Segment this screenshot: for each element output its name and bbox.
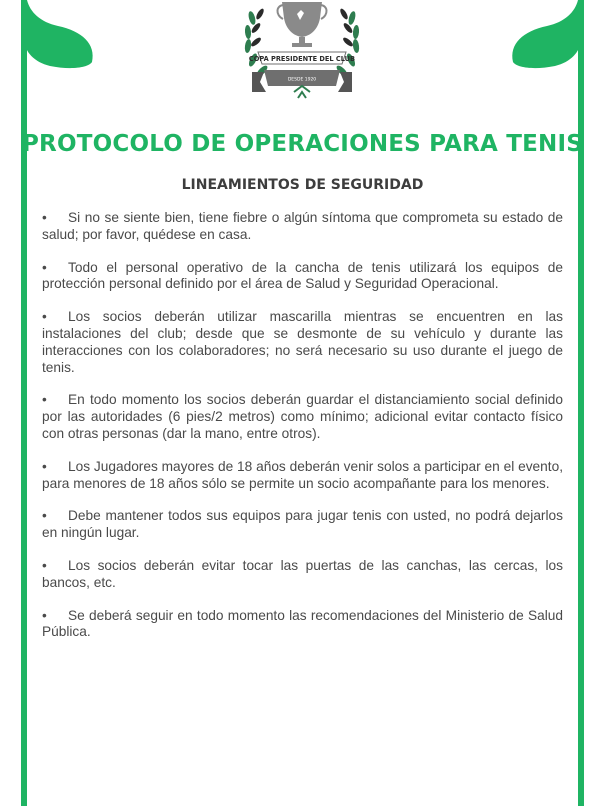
year-ribbon <box>252 70 352 98</box>
bullet-symbol: • <box>42 557 47 573</box>
list-item <box>42 558 563 592</box>
document-title: PROTOCOLO DE OPERACIONES PARA TENIS <box>22 131 583 157</box>
list-item <box>42 392 563 442</box>
bullet-symbol: • <box>42 259 47 275</box>
right-green-border <box>578 0 584 806</box>
list-item-text: Se deberá seguir en todo momento las recomendaciones del Ministerio de Salud Pública. <box>42 607 563 640</box>
list-item-text: Los socios deberán utilizar mascarilla mientras se encuentren en las instalaciones del club; desde que se desmonte de su vehículo y durante las interacciones con los colaboradores; no será necesario su uso durante el juego de tenis. <box>42 309 563 375</box>
list-item <box>42 260 563 294</box>
ribbon-banner <box>249 52 355 64</box>
list-item-text: Los socios deberán evitar tocar las puertas de las canchas, las cercas, los bancos, etc. <box>42 557 563 590</box>
list-item <box>42 309 563 376</box>
top-left-leaf-decoration <box>0 0 120 70</box>
list-item-text: Todo el personal operativo de la cancha de tenis utilizará los equipos de protección personal definido por el área de Salud y Seguridad Operacional. <box>42 259 563 292</box>
club-logo <box>238 0 366 104</box>
list-item <box>42 508 563 542</box>
list-item-text: Los Jugadores mayores de 18 años deberán venir solos a participar en el evento, para menores de 18 años sólo se permite un socio acompañante para los menores. <box>42 458 563 491</box>
bullet-symbol: • <box>42 210 47 225</box>
list-item <box>42 459 563 493</box>
safety-guidelines-list <box>42 210 563 657</box>
list-item-text: En todo momento los socios deberán guardar el distanciamiento social definido por las autoridades (6 pies/2 metros) como mínimo; adicional evitar contacto físico con otras personas (dar la mano, entre otros). <box>42 392 563 441</box>
list-item-text: Si no se siente bien, tiene fiebre o algún síntoma que comprometa su estado de salud; por favor, quédese en casa. <box>42 210 563 242</box>
bullet-symbol: • <box>42 607 47 623</box>
trophy-icon <box>277 2 326 47</box>
top-right-leaf-decoration <box>485 0 605 70</box>
left-green-border <box>21 0 27 806</box>
bullet-symbol: • <box>42 508 47 524</box>
logo-ribbon-text: COPA PRESIDENTE DEL CLUB <box>248 55 356 63</box>
logo-year-text: DESDE 1920 <box>287 77 317 83</box>
bullet-symbol: • <box>42 458 47 474</box>
bullet-symbol: • <box>42 392 47 408</box>
list-item <box>42 608 563 642</box>
bullet-symbol: • <box>42 309 47 325</box>
document-subtitle: LINEAMIENTOS DE SEGURIDAD <box>181 177 424 193</box>
laurel-left-icon <box>244 8 269 79</box>
list-item-text: Debe mantener todos sus equipos para jugar tenis con usted, no podrá dejarlos en ningún lugar. <box>42 508 563 541</box>
list-item <box>42 210 563 244</box>
laurel-right-icon <box>335 8 360 79</box>
